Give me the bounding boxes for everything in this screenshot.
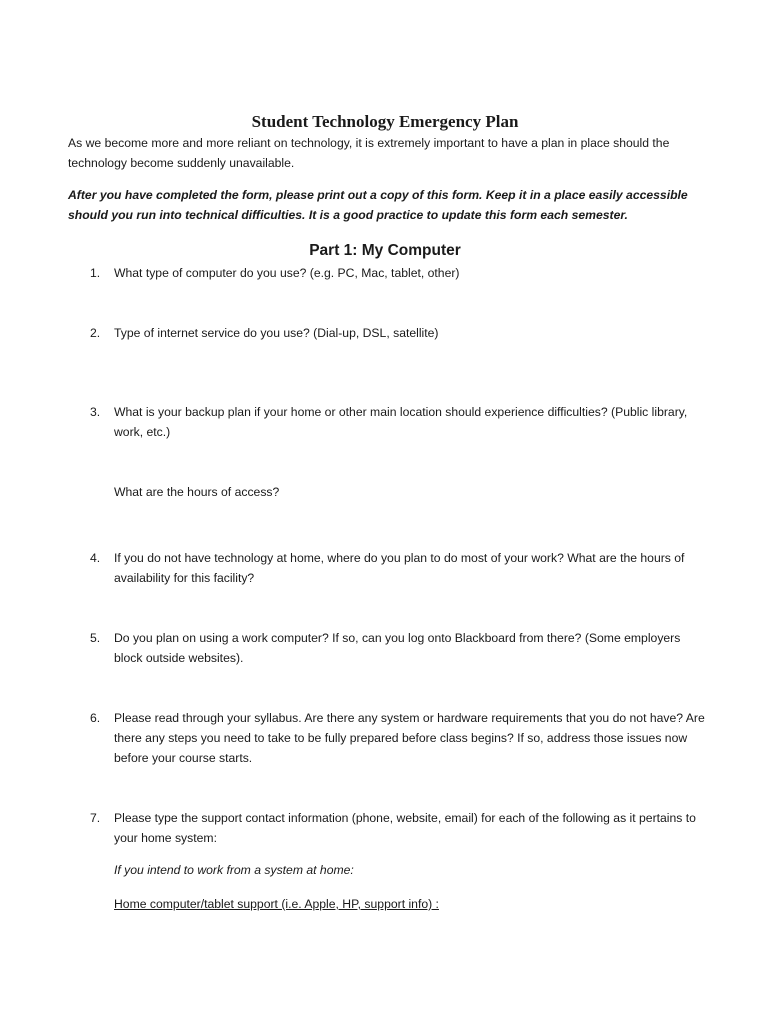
question-number: 1. bbox=[90, 266, 101, 280]
question-text: Please type the support contact information (phone, website, email) for each of the following as it pertains to your home system: bbox=[114, 811, 696, 845]
question-7-home-system-note: If you intend to work from a system at home: bbox=[114, 863, 354, 877]
question-text: What is your backup plan if your home or other main location should experience difficulties? (Public library, work, etc.) bbox=[114, 405, 688, 439]
part1-heading: Part 1: My Computer bbox=[309, 242, 461, 259]
home-computer-support-field-label: Home computer/tablet support (i.e. Apple, HP, support info) : bbox=[114, 897, 439, 911]
question-text: If you do not have technology at home, where do you plan to do most of your work? What are the hours of availability for this facility? bbox=[114, 551, 685, 585]
question-number: 4. bbox=[90, 551, 101, 565]
question-number: 6. bbox=[90, 711, 101, 725]
question-text: Do you plan on using a work computer? If so, can you log onto Blackboard from there? (Some employers block outside websites). bbox=[114, 631, 681, 665]
question-text: Please read through your syllabus. Are there any system or hardware requirements that you do not have? Are there any steps you need to take to be fully prepared before class begins? If so, address those issues now before your course starts. bbox=[114, 711, 705, 765]
question-number: 5. bbox=[90, 631, 101, 645]
intro-paragraph: As we become more and more reliant on technology, it is extremely important to have a plan in place should the technology become suddenly unavailable. bbox=[68, 136, 670, 170]
question-text: Type of internet service do you use? (Dial-up, DSL, satellite) bbox=[114, 326, 439, 340]
document-title: Student Technology Emergency Plan bbox=[251, 112, 519, 131]
question-number: 2. bbox=[90, 326, 101, 340]
question-number: 3. bbox=[90, 405, 101, 419]
question-text: What type of computer do you use? (e.g. PC, Mac, tablet, other) bbox=[114, 266, 460, 280]
instructions-paragraph: After you have completed the form, please print out a copy of this form. Keep it in a place easily accessible should you run into technical difficulties. It is a good practice to update this form each semester. bbox=[68, 188, 688, 222]
question-3-followup: What are the hours of access? bbox=[114, 485, 280, 499]
question-number: 7. bbox=[90, 811, 101, 825]
